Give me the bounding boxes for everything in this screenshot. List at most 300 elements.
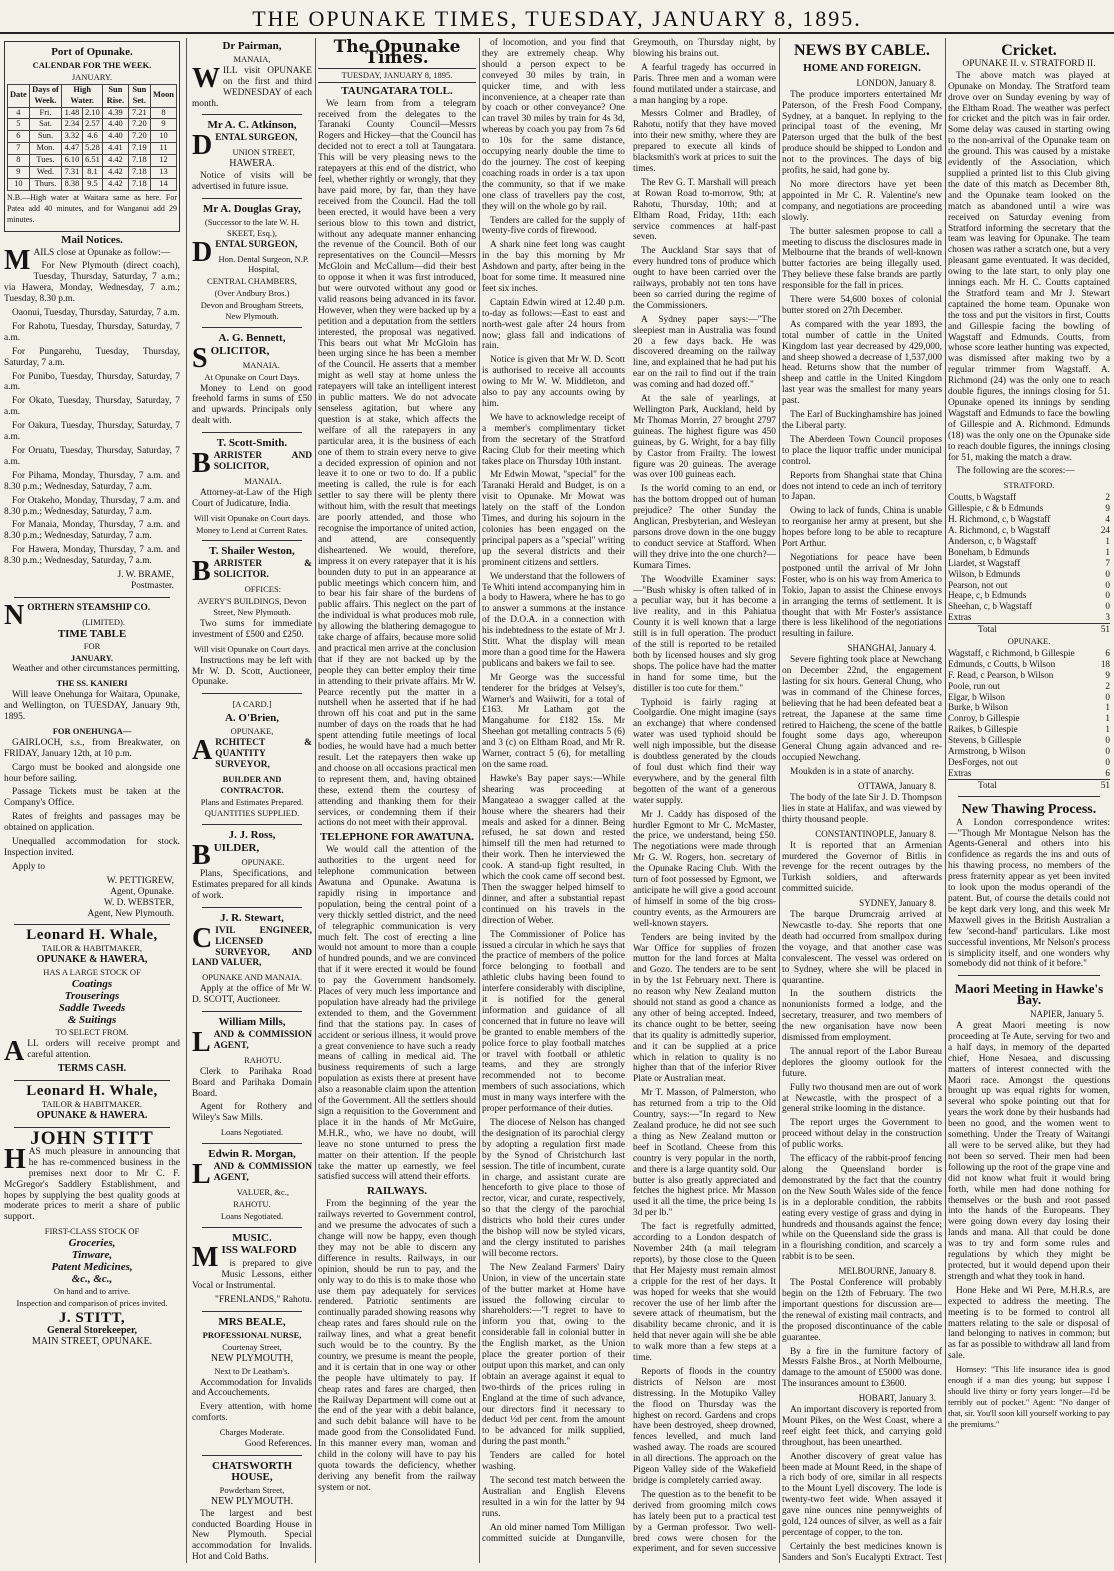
bennett-name: A. G. Bennett, [218,331,286,344]
steamship-title: NORTHERN STEAMSHIP CO. [4,599,151,631]
column-rule [945,38,946,1563]
tide-row [8,178,177,190]
score-row [948,757,1110,768]
batsman: Poole, run out [948,680,1000,691]
obrien-card: [A CARD.] [232,699,272,710]
score-row [948,768,1110,779]
news-paragraph: The Rev G. T. Marshall will preach at Rowan Road to-morrow, 9th; at Rahotu, Thursday, 10th; and at Eltham Road, Friday, 11th: each service commences at half-past seven. [633,177,776,243]
paper-title: The Opunake Times. [333,38,461,68]
stewart-towns: OPUNAKE AND MANAIA. [202,972,302,983]
score-row [948,612,1110,623]
gray-over: (Over Andbury Bros.) [214,288,290,299]
weston-title: BARRISTER & SOLICITOR. [192,556,312,588]
tide-cell: 10 [8,178,30,190]
gray-title: DENTAL SURGEON, [192,236,298,268]
score-row [948,580,1110,591]
cable-place: OTTAWA, January 8. [857,781,936,792]
walford-title: MISS WALFORD [192,1242,297,1274]
batsman: F. Read, c Pearson, b Wilson [948,669,1054,680]
runs: 0 [1105,579,1110,590]
news-paragraph: of locomotion, and you find that they are extremely cheap. Why should a person expect to be conveyed 30 miles by train, in quicker time, and with less inconvenience, at a cheaper rate than by coach or other conveyance? One can travel 30 miles by train for 4s 3d, whereas by coach you pay from 7s 6d to 10s for the same distance, occupying nearly double the time to do the journey. The cost of keeping coaching roads in order is a tax upon the community, so that if we make one class of travellers pay the cost, they will on the whole go by rail. [482,38,625,212]
tide-cell: Wed. [29,167,61,179]
morgan-title: LAND & COMMISSION AGENT, [192,1159,312,1191]
mills-town: RAHOTU. [244,1054,282,1065]
news-paragraph: Is the world coming to an end, or has the bottom dropped out of human prejudice? The other Sunday the Anglican, Presbyterian, and Wesleyan parsons drove down in the one buggy to conduct service at Stafford. When will they drive into the one church?—Kumara Times. [633,484,776,571]
tide-cell: 9 [151,119,177,131]
tide-row [8,143,177,155]
tide-cell: Sat. [29,119,61,131]
maori-title: Maori Meeting in Hawke's Bay. [954,981,1104,1008]
stitt-addr: MAIN STREET, OPUNAKE. [31,1336,153,1348]
news-paragraph: A Sydney paper says:—"The sleepiest man in Australia was found 20 a few days back. He was discovered dreaming on the railway line, and explained that he had put his ear on the rail to find out if the train was coming and had dozed off." [633,314,776,391]
cable-item: No more directors have yet been appointed in Mr C. R. Valentine's new company, and negotiations are proceeding slowly. [782,179,942,223]
news-paragraph: A shark nine feet long was caught in the bay this morning by Mr Ashdown and party, after being in the boat for some time. It measured nine feet six inches. [482,240,625,294]
total-value: 51 [1100,779,1110,790]
batsman: Heape, c, b Edmunds [948,590,1027,601]
stitt-role: General Storekeeper, [47,1324,137,1336]
smith-title-text: ARRISTER AND SOLICITOR, [213,451,312,472]
masthead-title: THE OPUNAKE TIMES, TUESDAY, JANUARY 8, 1895. [252,6,862,31]
team-2-scores [948,648,1110,779]
tide-cell: 3.32 [62,131,82,143]
cricket-report: The above match was played at Opunake on Monday. The Stratford team drove over on Sunday evening by way of the Eltham Road. The weather was perfect for cricket and the pitch was in fair order. Some delay was caused in starting owing to the non-arrival of the Opunake team on the ground. This was caused by a mistake evidently of the Association, which supplied a printed list to this Club giving the date of this match as December 8th, and the Opunake team looked on the match as abandoned until a wire was received on Saturday evening from Stratford informing the secretary that the team was leaving for Opunake. The team chosen was rather a scratch one, but a very pleasant game eventuated. It was decided, owing to the late start, to only play one innings each. Mr H. C. Coutts captained the Stratford team and Mr J. Stewart captained the home team. Opunake won the toss and put the visitors in first, Coutts and Gillespie facing the bowling of Wagstaff and Edmunds. Coutts, from whose score leather hunting was expected, was dismissed after making two by a regular trimmer from Wagstaff. A. Richmond (24) was the only one to reach double figures, the innings closing for 51. Opunake opened its innings by sending Wagstaff and Edmunds to face the bowling of Gillespie and A. Richmond. Edmunds (18) was the only one on the Opunake side to reach double figures, the innings closing for 51, making the match a draw. [948,70,1110,463]
batsman: Liardet, st Wagstaff [948,557,1021,568]
divider [202,907,302,908]
steam-gairloch: GAIRLOCH, s.s., from Breakwater, on FRIDAY, January 12th, at 10 p.m. [4,737,180,759]
steam-apply: Apply to [12,861,46,872]
stitt-stock-item: Patent Medicines, [51,1261,133,1273]
cable-title: NEWS BY CABLE. [794,42,930,59]
whale-stock-item: & Suitings [67,1013,117,1026]
score-row [948,681,1110,692]
news-paragraph: The fact is regretfully admitted, according to a London despatch of November 24th (a mail telegram reports), by those close to the Queen that Her Majesty must remain almost a cripple for the rest of her days. It was hoped for weeks that she would recover the use of her limb after the severe attack of rheumatism, but the disability became chronic, and it is held that never again will she be able to walk more than a few steps at a time. [633,1222,776,1364]
news-paragraph: A fearful tragedy has occurred in Paris. Three men and a woman were found mutilated under a staircase, and a man hanging by a rope. [633,62,776,106]
mail-item: For Oakura, Tuesday, Thursday, Saturday, 7 a.m. [4,421,180,443]
gray-address: Devon and Brougham Streets, New Plymouth. [200,300,304,322]
runs: 1 [1105,702,1110,713]
batsman: Extras [948,767,972,778]
ross-town: OPUNAKE. [241,857,285,868]
cable-place: MELBOURNE, January 8. [838,1266,936,1277]
cable-item: It is reported that an Armenian murdered the Governor of Bitlis in revenge for the recent outrages by the Turkish soldiers, and afterwards committed suicide. [782,840,942,895]
cable-place: LONDON, January 8. [856,77,936,88]
batsman: Wagstaff, c Richmond, b Gillespie [948,647,1075,658]
cricket-subtitle: OPUNAKE II. v. STRATFORD II. [962,58,1096,69]
morgan-valuer: VALUER, &c., [236,1186,289,1197]
tide-cell: 2.57 [82,119,102,131]
news-paragraph: An old miner named Tom Milligan committed suicide at Dunganville, Greymouth, on Thursday night, by blowing his brains out. [482,38,776,1544]
team-2-name: OPUNAKE. [1007,636,1051,647]
whale-orders: ALL orders will receive prompt and careful attention. [4,1035,180,1067]
tide-cell: 4.41 [103,143,128,155]
score-row [948,569,1110,580]
ross-text: Plans, Specifications, and Estimates prepared for all kinds of work. [192,869,312,901]
news-paragraph: Tenders are called for hotel washing. [482,1451,625,1473]
timetable-for: FOR [83,640,101,651]
mail-intro-text: AILS close at Opunake as follow:— [33,247,171,258]
news-paragraph: The Auckland Star says that of every hundred tons of produce which ought to have been carried over the railways, probably not ten tons have been so carried during the regime of the Commissioners. [633,246,776,311]
tide-cell: 5 [8,119,30,131]
morgan-loans: Loans Negotiated. [220,1210,284,1221]
steam-cargo: Cargo must be booked and alongside one hour before sailing. [4,762,180,784]
batsman: Anderson, c, b Wagstaff [948,535,1037,546]
news-paragraph: The New Zealand Farmers' Dairy Union, in view of the uncertain state of the butter market at Home have issued the following circular to shareholders:—"I regret to have to inform you that, owing to the considerable fall in colonial butter in the English market, as the Union place the greater portion of their output upon this market, and can only obtain an average against it equal to two-thirds of the prices ruling in England at the time of such advance, our directors find it necessary to deduct ½d per cent. from the amount to be advanced for milk supplied, during the past month." [482,1262,625,1448]
runs: 6 [1105,767,1110,778]
score-row [948,670,1110,681]
news-paragraph: Messrs Colmer and Bradley, of Rahotu, notify that they have moved into their new smithy, where they are prepared to execute all kinds of blacksmith's work at prices to suit the times. [633,109,776,174]
batsman: Pearson, not out [948,579,1008,590]
obrien-title: ARCHITECT & QUANTITY SURVEYOR, [192,735,312,770]
weston-visit: Will visit Opunake on Court days. [193,643,311,654]
tide-cell: 7.18 [128,178,150,190]
whale2-place: OPUNAKE & HAWERA. [36,1110,148,1122]
cable-place: CONSTANTINOPLE, January 8. [815,828,936,839]
weston-instructions: Instructions may be left with Mr W. D. Scott, Auctioneer, Opunake. [192,655,312,688]
paper-date: TUESDAY, JANUARY 8, 1895. [318,68,476,83]
tide-header: Days of Week. [29,84,61,107]
timetable-title: TIME TABLE [57,627,127,640]
stitt-stock-item: Tinware, [71,1249,113,1262]
scores-intro: The following are the scores:— [956,466,1075,477]
whale-trade: TAILOR & HABITMAKER, [41,943,143,954]
steam-ship-text: Will leave Onehunga for Waitara, Opunake, and Wellington, on TUESDAY, January 9th, 1895. [4,690,180,723]
steamship-title-text: ORTHERN STEAMSHIP CO. [27,602,151,613]
tide-cell: 14 [151,178,177,190]
team-1-name: STRATFORD. [1003,480,1055,491]
batsman: Extras [948,612,972,623]
tide-cell: 8 [8,155,30,167]
batsman: Coutts, b Wagstaff [948,492,1017,503]
tide-row [8,155,177,167]
mail-item: For Oruatu, Tuesday, Thursday, Saturday, 7 a.m. [4,446,180,467]
railways-body: From the beginning of the year the railways reverted to Government control, and we presume the advocates of such a change will now be happy, even though they may not be able to discern any difference in results. Railways, in our opinion, should be run to pay, and the only way to do this is to make those who use them pay adequately for services rendered. Patriotic sentiments are continually paraded showing reasons why cheap rates and fares should rule on the railway lines, and what a great benefit such would be to the country. By the country, we presume is meant the people, and it is certain that in one way or other the people have ultimately to pay. If cheap rates and fares are charged, then the Railway Department will come out at the end of the year with a debit balance, and such debit balance will have to be made good from the Consolidated Fund. In this manner every man, woman and child in the colony will have to pay his quota towards the deficiency, whether deriving any benefit from the railway system or not. [318,1199,476,1493]
cable-place: HOBART, January 3. [858,1393,936,1404]
batsman: Conroy, b Gillespie [948,713,1020,724]
gray-title-text: ENTAL SURGEON, [215,239,298,250]
walford-text: is prepared to give Music Lessons, either Vocal or Instrumental. [192,1259,312,1292]
divider [202,693,302,694]
atkinson-name: Mr A. C. Atkinson, [207,119,297,132]
cable-item: An important discovery is reported from Mount Pikes, on the West Coast, where a reef eight feet thick, and carrying gold throughout, has been unearthed. [782,1405,942,1448]
timetable-month: JANUARY. [70,652,114,663]
tide-cell: Thurs. [29,178,61,190]
beale-accommodation: Accommodation for Invalids and Accouchements. [192,1377,312,1399]
bennett-court: At Opunake on Court Days. [204,371,300,382]
cable-item: The barque Drumcraig arrived at Newcastle to-day. She reports that one death had occurred from smallpox during the voyage, and that another case was convalescent. The vessel was ordered on to Sydney, where she will be placed in quarantine. [782,910,942,986]
stewart-name: J. R. Stewart, [220,911,284,924]
cable-item: Moukden is in a state of anarchy. [790,767,915,778]
obrien-plans: Plans and Estimates Prepared. [200,796,304,807]
news-paragraph: Captain Edwin wired at 12.40 p.m. to-day as follows:—East to east and north-west gale after 24 hours from now; glass fall and indications of rain. [482,297,625,352]
mail-item: For Rahotu, Tuesday, Thursday, Saturday, 7 a.m. [4,321,180,343]
tide-header: Sun Set. [128,84,150,107]
steam-unequal: Unequalled accommodation for stock. Inspection invited. [4,837,180,858]
divider [202,1227,302,1228]
cable-place: SHANGHAI, January 4. [847,643,936,654]
batsman: DesForges, not out [948,757,1018,767]
batsman: Armstrong, b Wilson [948,746,1026,757]
steam-onehunga: FOR ONEHUNGA— [52,725,132,736]
beale-street: Courtenay Street, [222,1341,282,1352]
stitt-stock-item: Groceries, [68,1237,116,1250]
tide-cell: 7.21 [128,107,150,119]
batsman: Stevens, b Gillespie [948,735,1022,746]
tide-cell: 4 [8,107,30,119]
smith-attorney: Attorney-at-Law of the High Court of Judicature, India. [192,487,312,509]
news-paragraph: Mr J. Caddy has disposed of the hurdler Egmont to Mr C. McMaster, the price, we understand, being £50. The negotiations were made through Mr G. W. Rogers, hon. secretary of the Opunake Racing Club. With the turn of foot possessed by Egmont, we anticipate he will give a good account of himself in some of the big cross-country events, as the Armourers are well-known stayers. [633,809,776,929]
score-row [948,547,1110,558]
news-paragraph: Hawke's Bay paper says:—While shearing was proceeding at Mangateao a swagger called at the house where the shearers had their meals and asked for a dinner. Being refused, he sat down and rested himself till the men had returned to their work. Then he interviewed the cook. A stand-up fight resulted, in which the cook came off second best. Then the swagger helped himself to dinner, and after a substantial repast continued on his travels in the direction of Weber. [482,773,625,926]
score-row [948,514,1110,525]
tide-cell: Fri. [29,107,61,119]
batsman: Boneham, b Edmunds [948,546,1030,557]
runs: 6 [1105,647,1110,658]
news-paragraph: We understand that the followers of Te Whiti intend accompanying him in a body to Hawera, where he has to go to answer a summons at the instance of the D.O.A. in a connection with his indebtedness to the estate of Mr J. Stitt. What the display will mean more than a good time for the Hawera publicans and bakers we fail to see. [482,571,625,669]
news-paragraph: At the sale of yearlings, at Wellington Park, Auckland, held by Mr Thomas Morrin, 27 brought 2797 guineas. The highest figure was 450 guineas, by G. Wright, for a bay filly by Castor from Frailty. The lowest figure was 20 guineas. The average was over 100 guineas each. [633,394,776,481]
tide-cell: 7.31 [62,167,82,179]
mail-item: For Manaia, Monday, Thursday, 7 a.m. and 8.30 p.m.; Wednesday, Saturday, 7 a.m. [4,520,180,542]
beale-attention: Every attention, with home comforts. [192,1402,312,1424]
beale-town: NEW PLYMOUTH, [210,1352,294,1364]
tide-header: Sun Rise. [103,84,128,107]
tide-row [8,131,177,143]
atkinson-title-text: ENTAL SURGEON, [215,133,298,144]
news-paragraph: Typhoid is fairly raging at Coolgardie. One might imagine (says an exchange) that where condensed water was used typhoid should be well nigh impossible, but the disease is doubtless generated by the clouds of foul dust which find their way everywhere, and by the general filth begotten of the want of a generous water supply. [633,697,776,806]
batsman: H. Richmond, c, b Wagstaff [948,514,1051,525]
gray-hon: Hon. Dental Surgeon, N.P. Hospital, [218,253,309,275]
score-row [948,735,1110,746]
atkinson-title: DENTAL SURGEON, [192,130,298,162]
score-row [948,590,1110,601]
masthead [0,0,1114,34]
column-6 [948,38,1110,1563]
tide-note: N.B.—High water at Waitara same as here. For Patea add 40 minutes, and for Wanganui add 29 minutes. [7,192,177,224]
port-calendar [4,41,180,232]
team-1-total [948,623,1110,635]
runs: 0 [1105,757,1110,767]
runs: 3 [1105,612,1110,623]
smith-visit: Will visit Opunake on Court days. [193,512,311,523]
tide-cell: 6 [8,131,30,143]
divider [958,796,1100,797]
smith-title: BARRISTER AND SOLICITOR, [192,448,312,480]
tide-cell: 1.48 [62,107,82,119]
tide-cell: 5.28 [82,143,102,155]
cable-item: Severe fighting took place at Newchang on December 22nd, the engagement lasting for six hours. General Chung, who was in command of the Chinese forces, believing that he had been defeated beat a retreat, the Japanese at the same time retired to Haicheng, the scene of the battle fought some days ago, whereupon General Chung again advanced and re-occupied Newchang. [782,655,942,764]
whale-orders-text: LL orders will receive prompt and careful attention. [27,1038,180,1060]
gray-successor: (Successor to the late W. H. SKEET, Esq.), [204,216,300,238]
weston-sums: Two sums for immediate investment of £500 and £250. [192,618,312,640]
mail-intro: MAILS close at Opunake as follow:— [4,244,171,276]
cable-item: Reports from Shanghai state that China does not intend to cede an inch of territory to Japan. [782,470,942,503]
mail-signature: J. W. BRAME, [117,570,174,581]
tide-cell: 2.10 [82,107,102,119]
runs: 9 [1105,503,1110,514]
cable-item: The Earl of Buckinghamshire has joined the Liberal party. [782,410,942,431]
batsman: Edmunds, c Coutts, b Wilson [948,658,1056,669]
weston-name: T. Shailer Weston, [209,545,295,558]
tide-cell: 4.42 [103,178,128,190]
thaw-body: A London correspondence writes:—"Though Mr Montague Nelson has the Agents-General and others into his confidence as regards the ins and outs of his thawing process, no members of the press fraternity appear as yet been invited to look upon the modus operandi of the patent. But, of course the details could not be kept dark very long, and this week Mr Maxwell gives in the British Australian a few 'second-hand' particulars. Like most successful inventions, Mr Nelson's process is simplicity itself, and one wonders why somebody did not think of it before." [948,817,1110,970]
tide-row [8,167,177,179]
thaw-title: New Thawing Process. [961,801,1097,817]
mail-item: For Hawera, Monday, Thursday, 7 a.m. and 8.30 p.m.; Wednesday, Saturday, 7 a.m. [4,545,180,567]
divider [958,975,1100,976]
gray-chambers: CENTRAL CHAMBERS, [207,276,297,287]
cable-list [782,78,942,1563]
news-paragraph: Mr Edwin Mowat, "special" for the Taranaki Herald and Budget, is on a visit to Opunake. Mr Mowat was lately on the staff of the London Times, and during his sojourn in the colonies has been engaged on the principal papers as a "special" writing up the several districts and their prominent citizens and settlers. [482,470,625,568]
divider [202,198,302,199]
cable-item: In the southern districts the nonunionists formed a lodge, and the secretary, treasurer, and two members of the new organisation have now been dismissed from employment. [782,989,942,1044]
tide-cell: 9 [8,167,30,179]
cable-item: As compared with the year 1893, the total number of cattle in the United Kingdom last year decreased by 429,000, and sheep showed a decrease of 1,537,000 head. Returns show that the number of sheep and cattle in the United Kingdom last year was the smallest for many years past. [782,319,942,407]
cable-item: Certainly the best medicines known is Sanders and Son's Eucalypti Extract. Test [782,1541,942,1563]
tide-cell: 8.38 [62,178,82,190]
divider [202,1455,302,1456]
divider [202,432,302,433]
divider [202,1011,302,1012]
column-5 [782,38,942,1563]
obrien-name: A. O'Brien, [224,712,280,725]
total-label: Total [978,779,997,790]
stitt-invite: Inspection and comparison of prices invited. [16,1297,168,1308]
ross-name: J. J. Ross, [228,829,276,842]
pairman-place: MANAIA, [233,53,271,64]
cable-item: The produce importers entertained Mr Paterson, of the Fresh Food Company, Sydney, at a banquet. In replying to the principal toast of the evening, Mr Paterson urged that the bulk of the best produce should be shipped to London and not to the provinces. The days of big profits, he said, had gone by. [782,89,942,177]
cable-item: By a fire in the furniture factory of Messrs Falshe Bros., at North Melbourne, damage to the amount of £5000 was done. The insurances amount to £3600. [782,1346,942,1390]
obrien-title-text: RCHITECT & QUANTITY SURVEYOR, [215,738,312,770]
column-2 [192,38,312,1563]
ross-title: BUILDER, [192,840,260,872]
news-paragraph: We have to acknowledge receipt of a member's complimentary ticket from the secretary of the Stratford Racing Club for their meeting which takes place on Thursday 10th instant. [482,412,625,467]
tide-cell: 4.40 [103,131,128,143]
news-paragraph: Tenders are being invited by the War Office for supplies of frozen mutton for the land forces at Malta and Gozo. The tenders are to be sent in by the 1st February next. There is no reason why New Zealand mutton should not stand as good a chance as any other of being accepted. Indeed, its chance ought to be better, seeing that its quality is admittedly superior, and it can be supplied at a price which in relation to quality is no higher than that of the inferior River Plate or Australian meat. [633,932,776,1085]
tide-cell: 10 [151,131,177,143]
maori-place: NAPIER, January 5. [1030,1009,1104,1020]
mills-title-text: AND & COMMISSION AGENT, [213,1029,312,1051]
chatsworth-street: Powderham Street, [219,1484,285,1495]
tide-cell: Tues. [29,155,61,167]
stewart-apply: Apply at the office of Mr W. D. SCOTT, Auctioneer. [192,984,312,1006]
mail-item: Oaonui, Tuesday, Thursday, Saturday, 7 a.m. [12,308,180,319]
tide-cell: 11 [151,143,177,155]
tide-cell: 4.40 [103,119,128,131]
mail-item: For Pihama, Monday, Thursday, 7 a.m. and 8.30 p.m.; Wednesday, Saturday, 7 a.m. [4,470,180,492]
runs: 0 [1105,590,1110,601]
obrien-builder: BUILDER AND CONTRACTOR. [220,773,284,795]
score-row [948,692,1110,703]
score-row [948,558,1110,569]
stitt-stock: FIRST-CLASS STOCK OF [44,1226,140,1237]
divider [202,1311,302,1312]
divider [202,540,302,541]
tide-cell: 9.5 [82,178,102,190]
tide-cell: 4.42 [103,155,128,167]
cable-subtitle: HOME AND FOREIGN. [803,61,921,74]
score-row [948,503,1110,514]
batsman: Gillespie, c & b Edmunds [948,503,1044,514]
mail-item: For New Plymouth (direct coach), Tuesday, Thursday, Saturday, 7 a.m.; via Hawera, Monday, Wednesday, 7 a.m.; Tuesday, 8.30 p.m. [4,261,180,305]
stitt-items [4,1238,180,1285]
score-row [948,536,1110,547]
score-row [948,601,1110,612]
tide-cell: 7.19 [128,143,150,155]
tide-cell: 12 [151,155,177,167]
weston-offices: OFFICES: [244,584,282,595]
whale-place: OPUNAKE & HAWERA, [36,954,148,966]
port-title: Port of Opunake. [51,46,133,58]
tide-cell: 7 [8,143,30,155]
agent-1: W. PETTIGREW, [106,875,174,886]
tide-cell: 4.42 [103,167,128,179]
cable-item: Owing to lack of funds, China is unable to reorganise her army at present, but she hopes before long to be able to recapture Port Arthur. [782,506,942,550]
maori-body-2: Hone Heke and Wi Pere, M.H.R.s, are expected to address the meeting. The meeting is to be formed to control all matters relating to the sale or disposal of land belonging to natives in common; but as far as possible to withdraw all land from sale. [948,1285,1110,1362]
telephone-heading: TELEPHONE FOR AWATUNA. [319,831,475,844]
column-rule [479,38,480,1563]
whale-name: Leonard H. Whale, [26,927,158,944]
tide-cell: 7.18 [128,167,150,179]
mail-item: For Otakeho, Monday, Thursday, 7 a.m. and 8.30 p.m.; Wednesday, Saturday, 7 a.m. [4,495,180,517]
stitt-name: JOHN STITT [30,1128,154,1150]
runs: 2 [1105,680,1110,691]
news-paragraph: The diocese of Nelson has changed the designation of its parochial clergy by adopting a regulation first made by the Synod of Christchurch last session. The title of incumbent, curate in charge, and assistant curate are henceforth to give place to those of rector, vicar, and curate, respectively, so that the clergy of the parochial districts who hold their cures under the bishop will now be styled vicars, and the clergy instituted to parishes will become rectors. [482,1118,625,1259]
gray-name: Mr A. Douglas Gray, [203,202,301,215]
music-heading: MUSIC. [232,1231,272,1244]
tide-cell: 7.18 [128,155,150,167]
tide-cell: 13 [151,167,177,179]
steam-rates: Rates of freights and passages may be obtained on application. [4,812,180,834]
whale-terms: TERMS CASH. [57,1063,127,1075]
pairman-text: WILL visit OPUNAKE on the first and third WEDNESDAY of each month. [192,62,312,109]
smith-name: T. Scott-Smith. [216,437,288,450]
calendar-month: JANUARY. [71,71,113,82]
railways-heading: RAILWAYS. [366,1185,428,1198]
steamship-limited: (LIMITED). [82,616,125,627]
news-paragraph: The question as to the benefit to be derived from grooming milch cows has lately been put to a practical test by a German professor. Two well-bred cows were chosen for the experiment, and for seven successive [633,1489,776,1555]
runs: 1 [1105,546,1110,557]
beale-charges: Charges Moderate. [219,1427,285,1438]
chatsworth-town: NEW PLYMOUTH. [210,1495,294,1507]
tide-cell: 6.51 [82,155,102,167]
news-paragraph: The second test match between the Australian and English Elevens resulted in a win for the latter by 94 runs. [482,1476,625,1519]
cable-item: The body of the late Sir J. D. Thompson lies in state at Halifax, and was viewed by thirty thousand people. [782,793,942,825]
total-label: Total [978,624,997,635]
cable-item: The Postal Conference will probably begin on the 12th of February. The two important questions for discussion are—the renewal of existing mail contracts, and the proposed discontinuance of the cable guarantee. [782,1278,942,1343]
score-row [948,659,1110,670]
chatsworth-title: CHATSWORTH HOUSE, [211,1459,293,1483]
runs: 0 [1105,568,1110,579]
runs: 0 [1105,691,1110,702]
mail-item: For Punibo, Tuesday, Thursday, Saturday, 7 a.m. [4,371,180,393]
beale-next: Next to Dr Leatham's. [214,1365,290,1376]
mills-title: LAND & COMMISSION AGENT, [192,1026,312,1058]
cable-item: The annual report of the Labor Bureau deplores the gloomy outlook for the future. [782,1046,942,1079]
runs: 0 [1105,601,1110,612]
stitt-sig: J. STITT, [58,1309,126,1326]
whale2-name: Leonard H. Whale, [26,1083,158,1100]
runs: 1 [1105,713,1110,724]
mills-agent: Agent for Rothery and Wiley's Saw Mills. [192,1102,312,1124]
cable-item: Negotiations for peace have been postponed until the arrival of Mr John Foster, who is on his way from America to Tokio, Japan to assist the Chinese envoys in arranging the terms of settlement. It is thought that with Mr Foster's assistance there is less likelihood of the negotiations resulting in failure. [782,552,942,640]
taungatara-heading: TAUNGATARA TOLL. [341,84,453,97]
tide-cell: Mon. [29,143,61,155]
batsman: A. Richmond, c, b Wagstaff [948,524,1051,535]
walford-address: "FRENLANDS," Rahotu. [215,1295,312,1306]
tide-header: Moon [151,84,177,107]
calendar-title: CALENDAR FOR THE WEEK. [32,59,152,70]
news-paragraph: The Commissioner of Police has issued a circular in which he says that the practice of members of the police force belonging to football and athletic clubs having been found to interfere considerably with discipline, it is notified for the general information and guidance of all concerned that in future no leave will be granted to enable members of the police force to play football matches or travel with football or athletic teams, and they are strongly recommended not to become members of such associations, which must in many ways interfere with the proper performance of their duties. [482,929,625,1115]
runs: 1 [1105,724,1110,735]
